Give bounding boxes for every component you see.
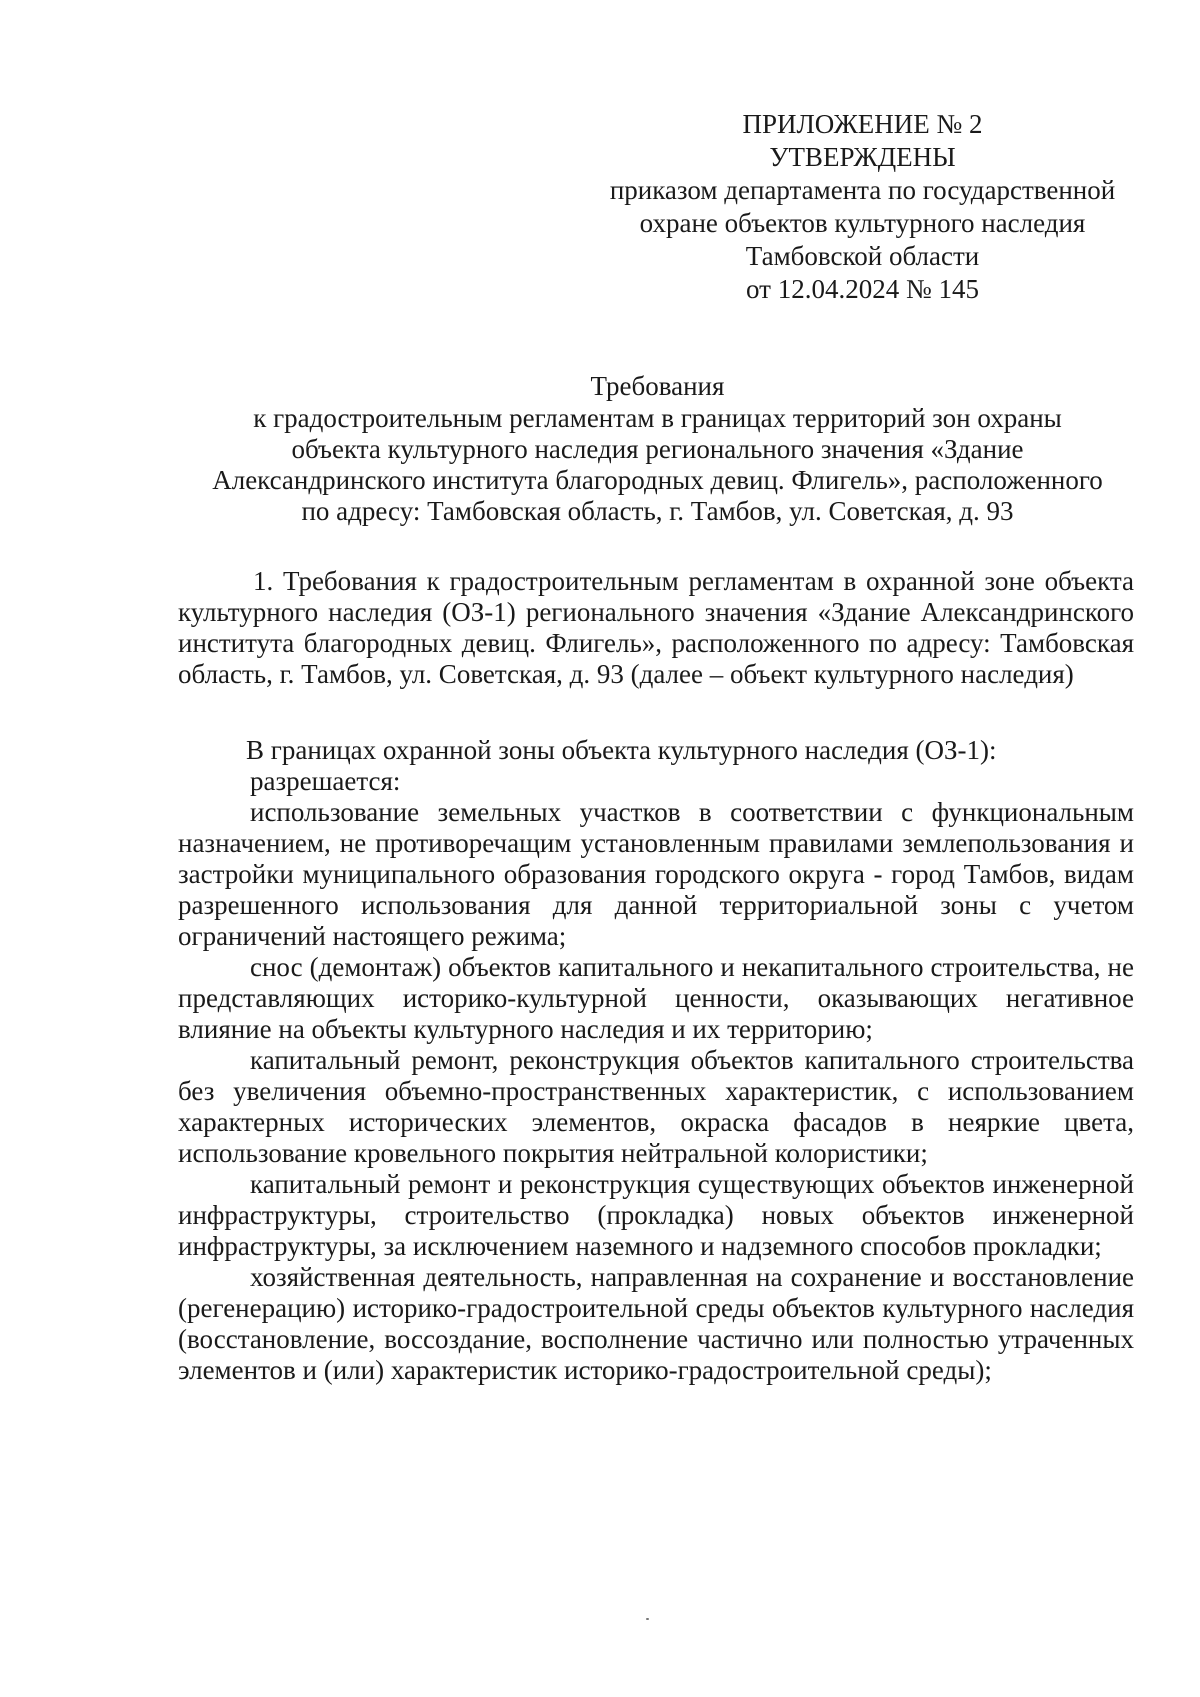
approval-order-line: приказом департамента по государственной	[609, 175, 1116, 205]
appendix-number: ПРИЛОЖЕНИЕ № 2	[742, 109, 983, 139]
list-item: использование земельных участков в соответствии с функциональным назначением, не противоречащим установленным правилами землепользования и застройки муниципального образования городского округа - город Тамбов, видам разрешенного использования для данной территориальной зоны с учетом ограничений настоящего режима;	[178, 797, 1134, 951]
document-subtitle-line: по адресу: Тамбовская область, г. Тамбов, ул. Советская, д. 93	[301, 496, 1014, 526]
document-subtitle-line: к градостроительным регламентам в границах территорий зон охраны	[253, 403, 1062, 433]
allowed-label: разрешается:	[250, 766, 401, 796]
list-item: снос (демонтаж) объектов капитального и некапитального строительства, не представляющих историко-культурной ценности, оказывающих негативное влияние на объекты культурного наследия и их территорию;	[178, 952, 1134, 1044]
approval-order-line: охране объектов культурного наследия	[639, 208, 1086, 238]
approval-date-number: от 12.04.2024 № 145	[746, 274, 979, 304]
document-title-block	[180, 371, 1135, 527]
document-title: Требования	[590, 371, 725, 401]
document-body	[178, 566, 1134, 1386]
zone-intro: В границах охранной зоны объекта культурного наследия (ОЗ-1):	[246, 735, 997, 765]
document-subtitle-line: объекта культурного наследия регионального значения «Здание	[291, 434, 1024, 464]
approved-label: УТВЕРЖДЕНЫ	[769, 142, 956, 172]
list-item: капитальный ремонт и реконструкция существующих объектов инженерной инфраструктуры, строительство (прокладка) новых объектов инженерной инфраструктуры, за исключением наземного и надземного способов прокладки;	[178, 1169, 1134, 1261]
list-item: капитальный ремонт, реконструкция объектов капитального строительства без увеличения объемно-пространственных характеристик, с использованием характерных исторических элементов, окраска фасадов в неяркие цвета, использование кровельного покрытия нейтральной колористики;	[178, 1045, 1134, 1168]
approval-stamp-block	[590, 108, 1135, 306]
scan-speck	[646, 1618, 649, 1620]
list-item: хозяйственная деятельность, направленная на сохранение и восстановление (регенерацию) историко-градостроительной среды объектов культурного наследия (восстановление, воссоздание, восполнение частично или полностью утраченных элементов и (или) характеристик историко-градостроительной среды);	[178, 1262, 1134, 1385]
approval-region-line: Тамбовской области	[745, 241, 980, 271]
section-1-paragraph: 1. Требования к градостроительным регламентам в охранной зоне объекта культурного наследия (ОЗ-1) регионального значения «Здание Александринского института благородных девиц. Флигель», расположенного по адресу: Тамбовская область, г. Тамбов, ул. Советская, д. 93 (далее – объект культурного наследия)	[178, 566, 1134, 689]
document-subtitle-line: Александринского института благородных девиц. Флигель», расположенного	[212, 465, 1103, 495]
